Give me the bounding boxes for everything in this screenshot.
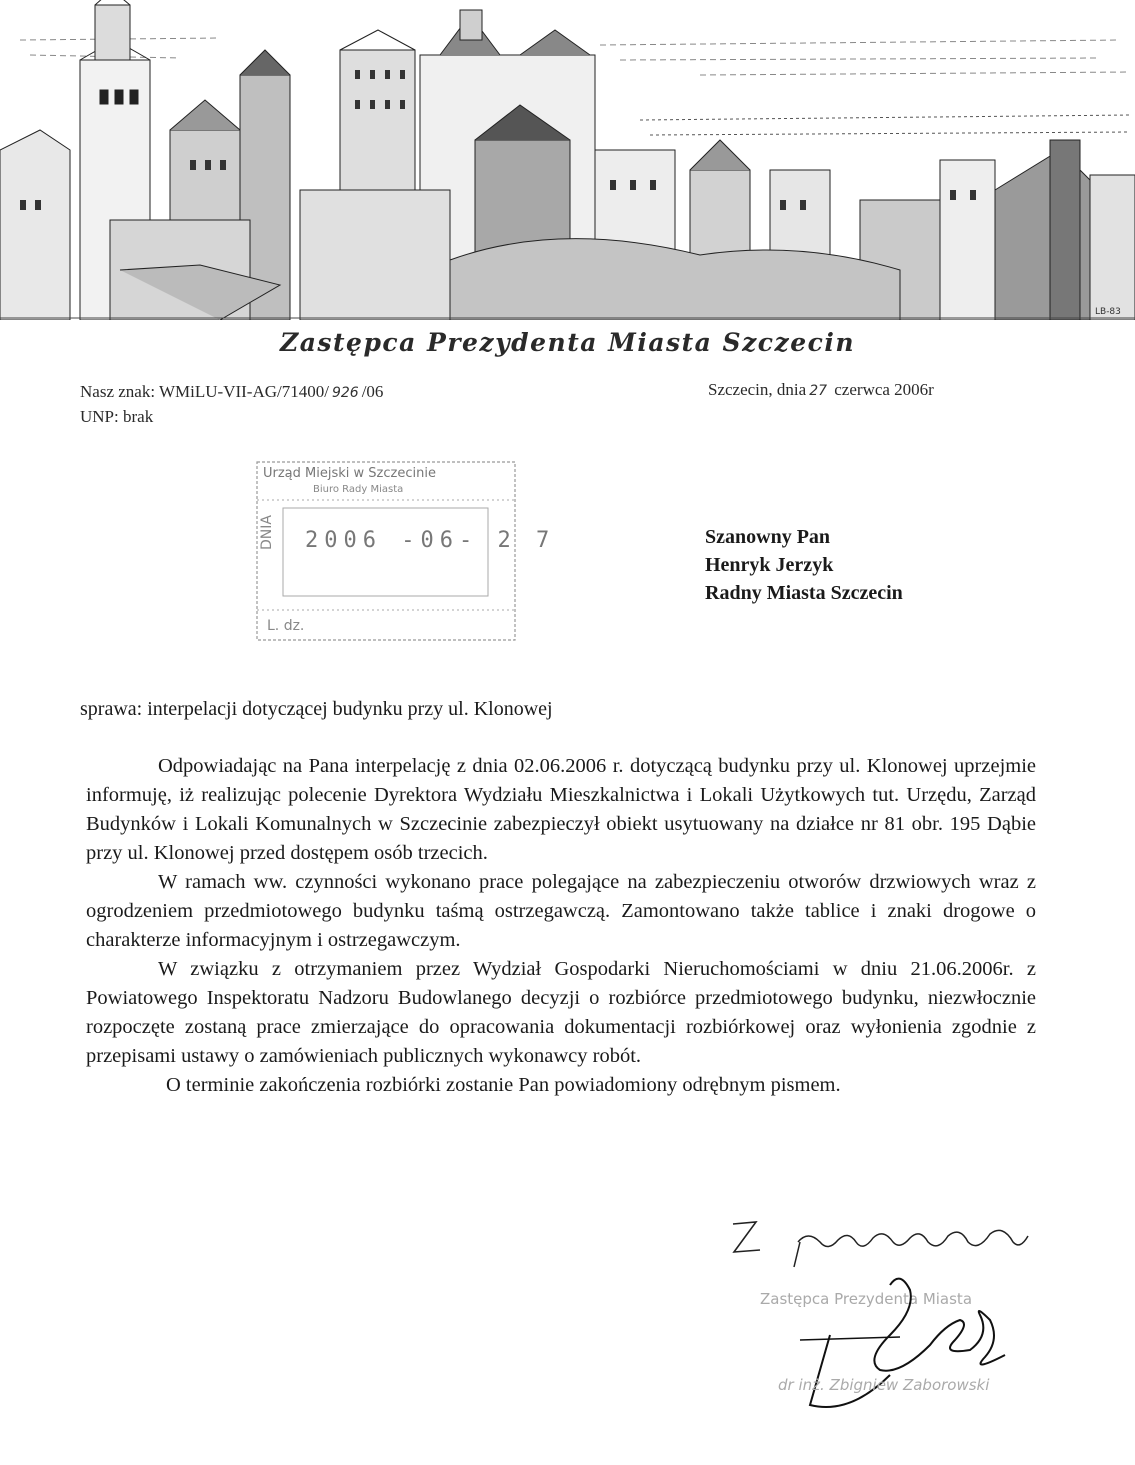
body-paragraph-2: W ramach ww. czynności wykonano prace polegające na zabezpieczeniu otworów drzwiowych wraz z ogrodzeniem przedmiotowego budynku taśmą ostrzegawczą. Zamontowano także tablice i znaki drogowe o charakterze informacyjnym i ostrzegawczym. bbox=[86, 871, 1036, 951]
letter-body bbox=[86, 752, 1036, 1100]
stamp-organization: Urząd Miejski w Szczecinie bbox=[263, 466, 436, 481]
reference-block bbox=[80, 380, 383, 429]
stamp-department: Biuro Rady Miasta bbox=[313, 484, 404, 495]
reference-handwritten-number: 926 bbox=[331, 385, 359, 401]
date-handwritten-day: 27 bbox=[809, 383, 828, 399]
stamp-received-date: 2006 -06- 2 7 bbox=[305, 528, 556, 553]
letterhead-illustration bbox=[0, 0, 1135, 320]
stamp-side-label: DNIA bbox=[259, 515, 275, 550]
signer-name: dr inż. Zbigniew Zaborowski bbox=[778, 1376, 990, 1394]
illustrator-mark: LB-83 bbox=[1095, 307, 1121, 317]
reference-number: Nasz znak: WMiLU-VII-AG/71400/ 926 /06 bbox=[80, 380, 383, 405]
body-paragraph-1: Odpowiadając na Pana interpelację z dnia 02.06.2006 r. dotyczącą budynku przy ul. Klonowej uprzejmie informuję, iż realizując polecenie Dyrektora Wydziału Mieszkalnictwa i Lokali Użytkowych tut. Urzędu, Zarząd Budynków i Lokali Komunalnych w Szczecinie zabezpieczył obiekt usytuowany na działce nr 81 obr. 195 Dąbie przy ul. Klonowej przed dostępem osób trzecich. bbox=[86, 755, 1036, 864]
addressee-block bbox=[705, 523, 903, 607]
addressee-salutation: Szanowny Pan bbox=[705, 526, 831, 548]
addressee-role: Radny Miasta Szczecin bbox=[705, 582, 903, 604]
closing-handwritten bbox=[728, 1212, 1048, 1272]
received-stamp bbox=[255, 450, 556, 645]
letter-date: Szczecin, dnia 27 czerwca 2006r bbox=[708, 380, 934, 399]
signer-role: Zastępca Prezydenta Miasta bbox=[760, 1290, 973, 1308]
letterhead-title: Zastępca Prezydenta Miasta Szczecin bbox=[279, 328, 856, 357]
addressee-name: Henryk Jerzyk bbox=[705, 554, 834, 576]
body-paragraph-3: W związku z otrzymaniem przez Wydział Gospodarki Nieruchomościami w dniu 21.06.2006r. z Powiatowego Inspektoratu Nadzoru Budowlanego decyzji o rozbiórce przedmiotowego budynku, niezwłocznie rozpoczęte zostaną prace zmierzające do opracowania dokumentacji rozbiórkowej oraz wyłonienia zgodnie z przepisami ustawy o zamówieniach publicznych wykonawcy robót. bbox=[86, 958, 1036, 1067]
stamp-footer: L. dz. bbox=[267, 618, 305, 634]
body-paragraph-4: O terminie zakończenia rozbiórki zostanie Pan powiadomiony odrębnym pismem. bbox=[166, 1074, 841, 1096]
unp-line: UNP: brak bbox=[80, 407, 154, 426]
handwritten-signature bbox=[770, 1265, 1040, 1435]
letter-subject: sprawa: interpelacji dotyczącej budynku przy ul. Klonowej bbox=[80, 698, 553, 720]
